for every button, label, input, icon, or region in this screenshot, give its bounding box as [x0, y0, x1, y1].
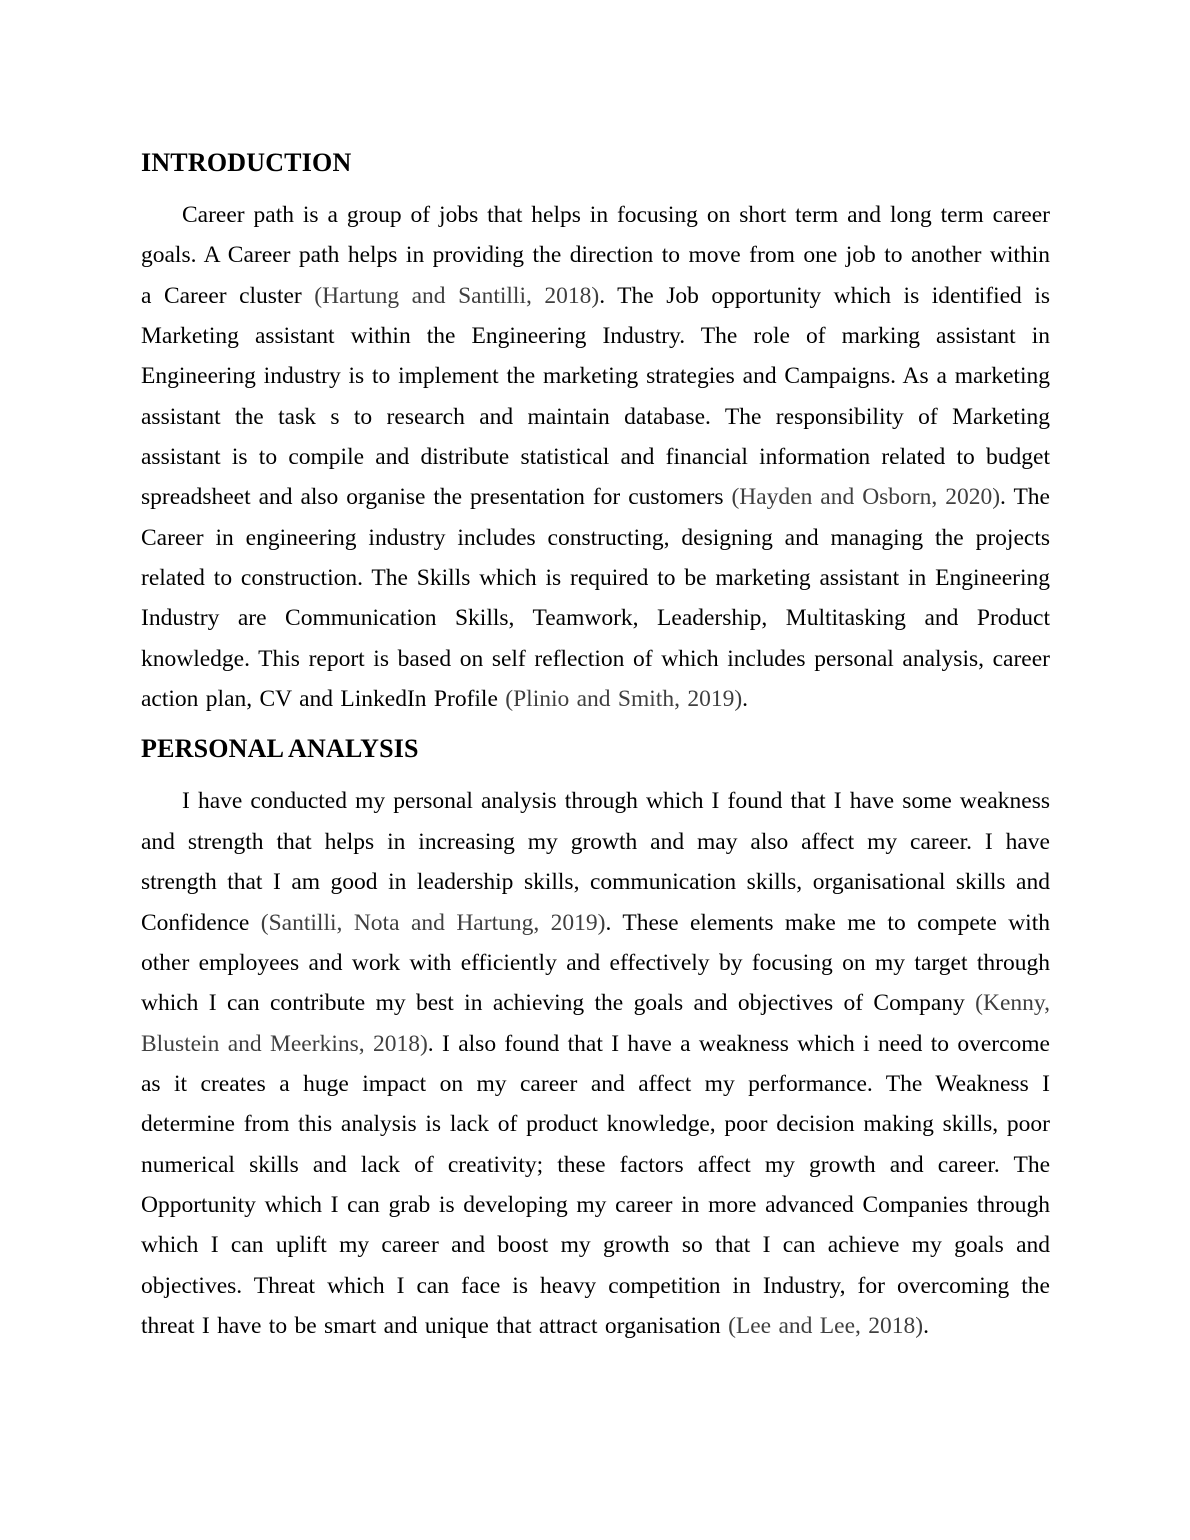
section-heading-introduction: INTRODUCTION	[141, 148, 352, 177]
body-text: .	[923, 1312, 929, 1339]
section-introduction	[141, 147, 1050, 719]
body-text: .	[742, 686, 749, 713]
citation-text: (Hayden and Osborn, 2020)	[731, 484, 1001, 511]
citation-text: (Santilli, Nota and Hartung, 2019)	[260, 909, 606, 936]
section-heading-personal-analysis: PERSONAL ANALYSIS	[141, 734, 419, 764]
body-text: Career path is a group of jobs that helps in focusing on short term and long term career goals. A Career path helps in providing the direction to move from one job to another within a Career cluster	[141, 202, 1050, 309]
paragraph-personal-analysis	[141, 781, 1050, 1346]
citation-text: (Hartung and Santilli, 2018)	[314, 282, 600, 309]
citation-text: (Lee and Lee, 2018)	[728, 1312, 924, 1339]
body-text: . The Career in engineering industry includes constructing, designing and managing the projects related to construction. The Skills which is required to be marketing assistant in Engineering Industry are Communication Skills, Teamwork, Leadership, Multitasking and Product knowledge. This report is based on self reflection of which includes personal analysis, career action plan, CV and LinkedIn Profile	[141, 484, 1050, 713]
body-text: . I also found that I have a weakness which i need to overcome as it creates a huge impact on my career and affect my performance. The Weakness I determine from this analysis is lack of product knowledge, poor decision making skills, poor numerical skills and lack of creativity; these factors affect my growth and career. The Opportunity which I can grab is developing my career in more advanced Companies through which I can uplift my career and boost my growth so that I can achieve my goals and objectives. Threat which I can face is heavy competition in Industry, for overcoming the threat I have to be smart and unique that attract organisation	[141, 1030, 1050, 1339]
section-personal-analysis	[141, 733, 1050, 1346]
body-text: I have conducted my personal analysis through which I found that I have some weakness and strength that helps in increasing my growth and may also affect my career. I have strength that I am good in leadership skills, communication skills, organisational skills and Confidence	[141, 788, 1050, 936]
body-text: . These elements make me to compete with other employees and work with efficiently and effectively by focusing on my target through which I can contribute my best in achieving the goals and objectives of Company	[141, 909, 1050, 1017]
paragraph-introduction	[141, 195, 1050, 719]
body-text: . The Job opportunity which is identified is Marketing assistant within the Engineering Industry. The role of marking assistant in Engineering industry is to implement the marketing strategies and Campaigns. As a marketing assistant the task s to research and maintain database. The responsibility of Marketing assistant is to compile and distribute statistical and financial information related to budget spreadsheet and also organise the presentation for customers	[141, 282, 1050, 511]
citation-text: (Kenny, Blustein and Meerkins, 2018)	[141, 990, 1050, 1057]
citation-text: (Plinio and Smith, 2019)	[505, 686, 743, 713]
